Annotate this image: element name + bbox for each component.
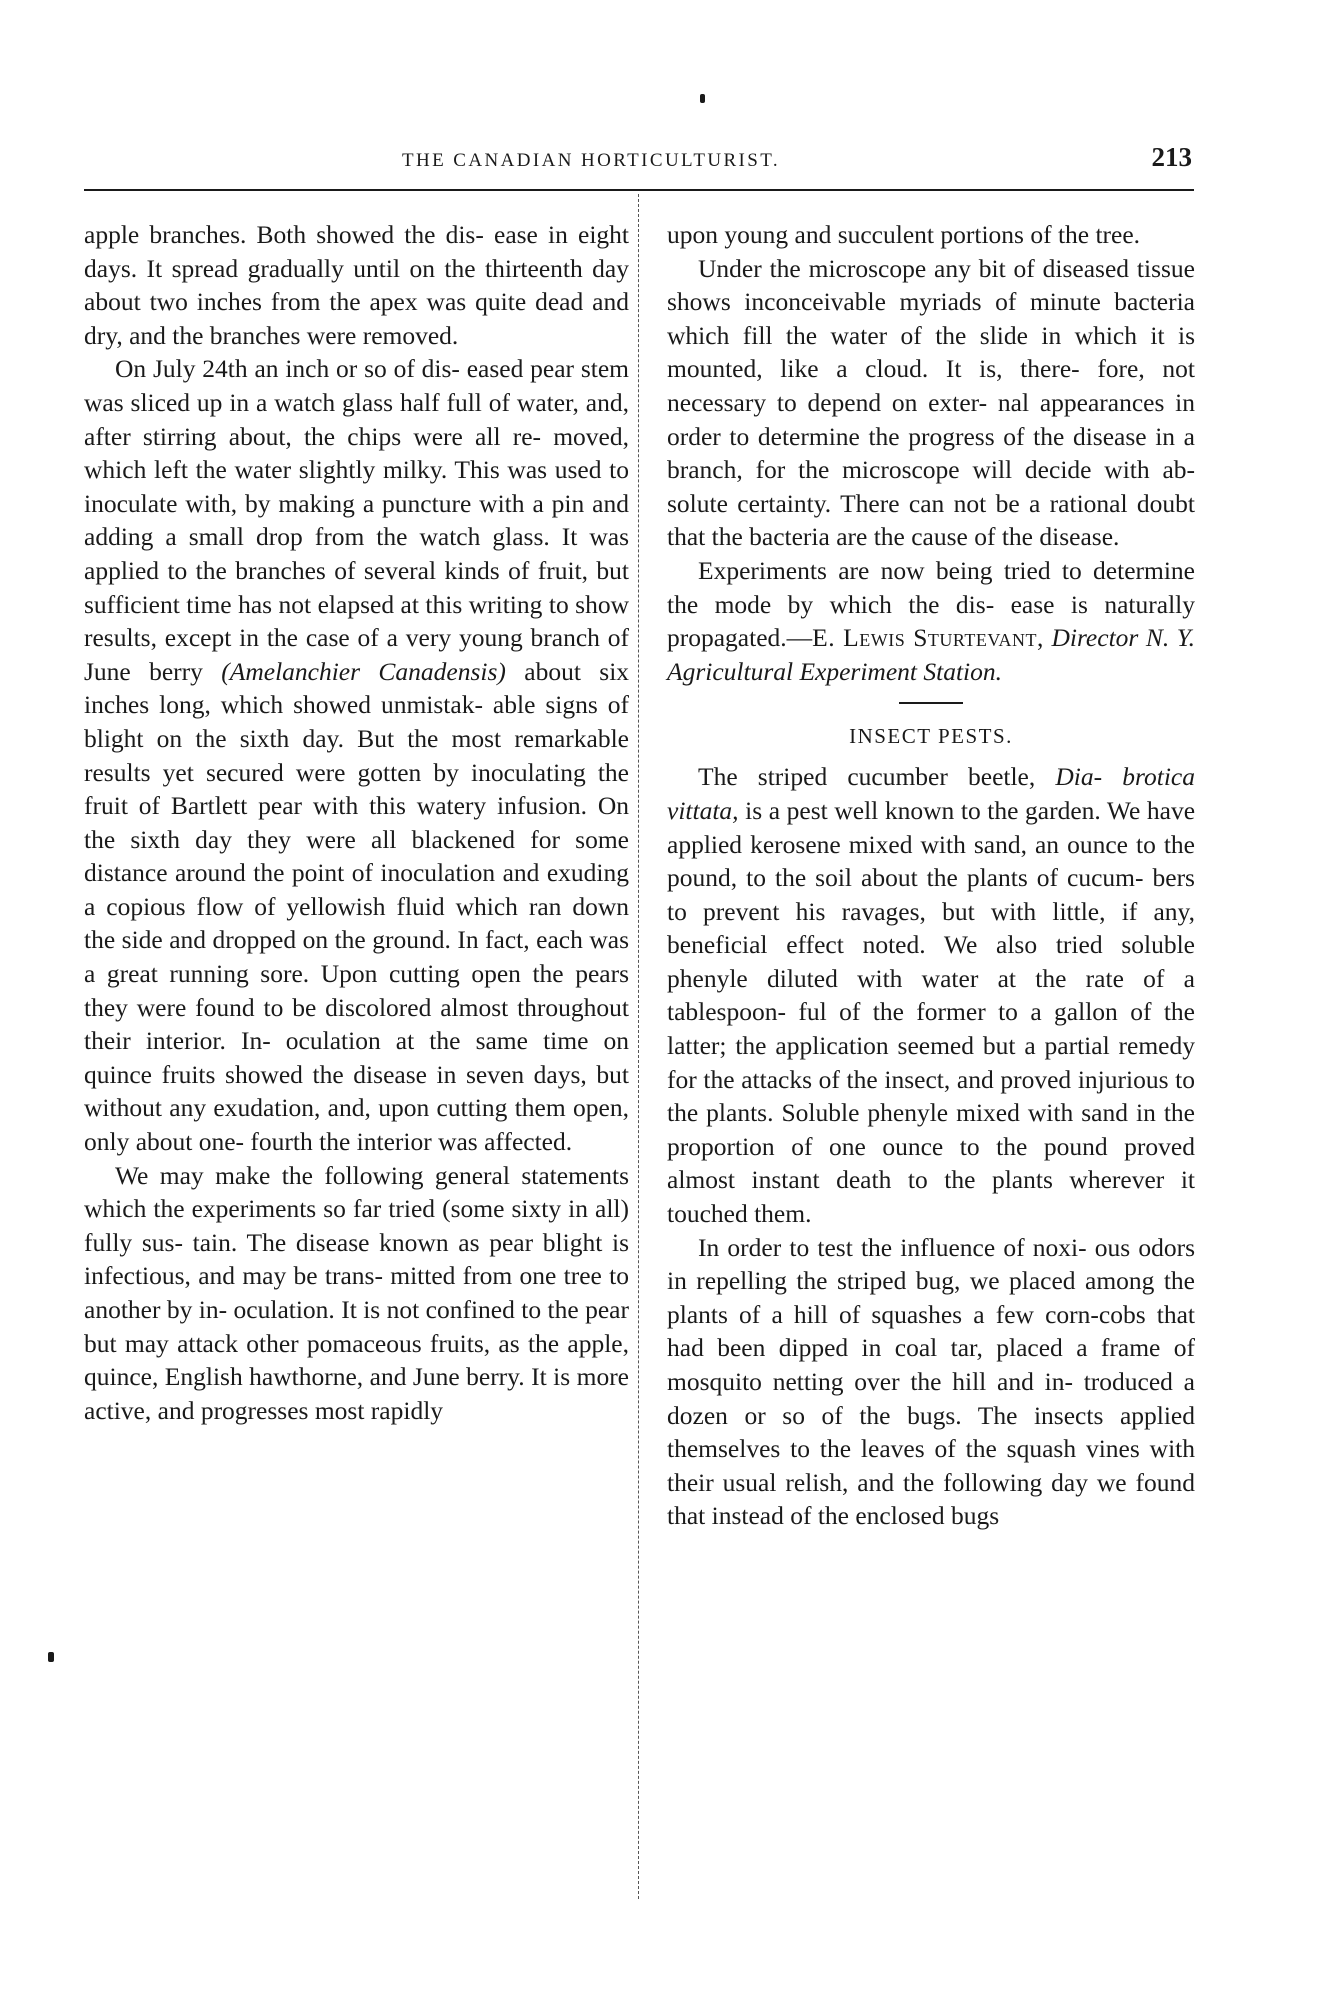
left-paragraph-2-rest: about six inches long, which showed unmistak- able signs of blight on the sixth day. But the most remarkable results yet secured were gotten by inoculating the fruit of Bartlett pear with this watery infusion. On the sixth day they were all blackened for some distance around the point of inoculation and exuding a copious flow of yellowish fluid which ran down the side and dropped on the ground. In fact, each was a great running sore. Upon cutting open the pears they were found to be discolored almost throughout their interior. In- oculation at the same time on quince fruits showed the disease in seven days, but without any exudation, and, upon cutting them open, only about one- fourth the interior was affected. — [84, 656, 630, 1157]
right-paragraph-2: Under the microscope any bit of diseased tissue shows inconceivable myriads of minute bacteria which fill the water of the slide in which it is mounted, like a cloud. It is, there- fore, not necessary to depend on exter- nal appearances in order to determine the progress of the disease in a branch, for the microscope will decide with ab- solute certainty. There can not be a rational doubt that the bacteria are the cause of the disease. — [667, 253, 1195, 552]
left-column — [84, 218, 629, 1427]
left-paragraph-2 — [84, 352, 629, 1158]
section-separator — [899, 702, 963, 704]
right-paragraph-3-text: Experiments are now being tried to determine the mode by which the dis- ease is naturally propagated.— — [667, 555, 1195, 653]
left-paragraph-3: We may make the following general statements which the experiments so far tried (some sixty in all) fully sus- tain. The disease known as pear blight is infectious, and may be trans- mitted from one tree to another by in- oculation. It is not confined to the pear but may attack other pomaceous fruits, as the apple, quince, English hawthorne, and June berry. It is more active, and progresses most rapidly — [84, 1160, 629, 1425]
ink-speck-top — [700, 94, 705, 103]
author-signature: E. Lewis Sturtevant, — [812, 623, 1044, 653]
left-paragraph-2-text: On July 24th an inch or so of dis- eased pear stem was sliced up in a watch glass half full of water, and, after stirring about, the chips were all re- moved, which left the water slightly milky. This was used to inoculate with, by making a puncture with a pin and adding a small drop from the watch glass. It was applied to the branches of several kinds of fruit, but sufficient time has not elapsed at this writing to show results, except in the case of a very young branch of June berry — [84, 354, 629, 686]
right-paragraph-4-rest: is a pest well known to the garden. We have applied kerosene mixed with sand, an ounce to the pound, to the soil about the plants of cucum- bers to prevent his ravages, but with little, if any, beneficial effect noted. We also tried soluble phenyle diluted with water at the rate of a tablespoon- ful of the former to a gallon of the latter; the application seemed but a partial remedy for the attacks of the insect, and proved injurious to the plants. Soluble phenyle mixed with sand in the proportion of one ounce to the pound proved almost instant death to the plants wherever it touched them. — [667, 795, 1196, 1229]
right-paragraph-1: upon young and succulent portions of the tree. — [667, 220, 1141, 249]
header-rule — [84, 189, 1194, 191]
running-head: THE CANADIAN HORTICULTURIST. — [402, 150, 780, 171]
species-name-amelanchier: (Amelanchier Canadensis) — [221, 656, 506, 686]
right-paragraph-3 — [667, 554, 1195, 688]
page-number: 213 — [1151, 142, 1192, 172]
left-paragraph-1: apple branches. Both showed the dis- ease in eight days. It spread gradually until on the thirteenth day about two inches from the apex was quite dead and dry, and the branches were removed. — [84, 220, 629, 350]
right-paragraph-4 — [667, 760, 1195, 1230]
ink-speck-left-margin — [48, 1652, 54, 1662]
author-title: Director N. Y. Agricultural Experiment Station. — [667, 623, 1196, 686]
column-divider — [638, 194, 640, 1899]
species-name-diabrotica: Dia- brotica vittata, — [667, 762, 1195, 825]
right-paragraph-5: In order to test the influence of noxi- ous odors in repelling the striped bug, we placed among the plants of a hill of squashes a few corn-cobs that had been dipped in coal tar, placed a frame of mosquito netting over the hill and in- troduced a dozen or so of the bugs. The insects applied themselves to the leaves of the squash vines with their usual relish, and the following day we found that instead of the enclosed bugs — [667, 1232, 1195, 1531]
right-column — [667, 218, 1195, 1533]
right-paragraph-4-start: The striped cucumber beetle, — [698, 762, 1036, 792]
section-heading: INSECT PESTS. — [849, 724, 1013, 749]
page-header — [82, 142, 1192, 192]
